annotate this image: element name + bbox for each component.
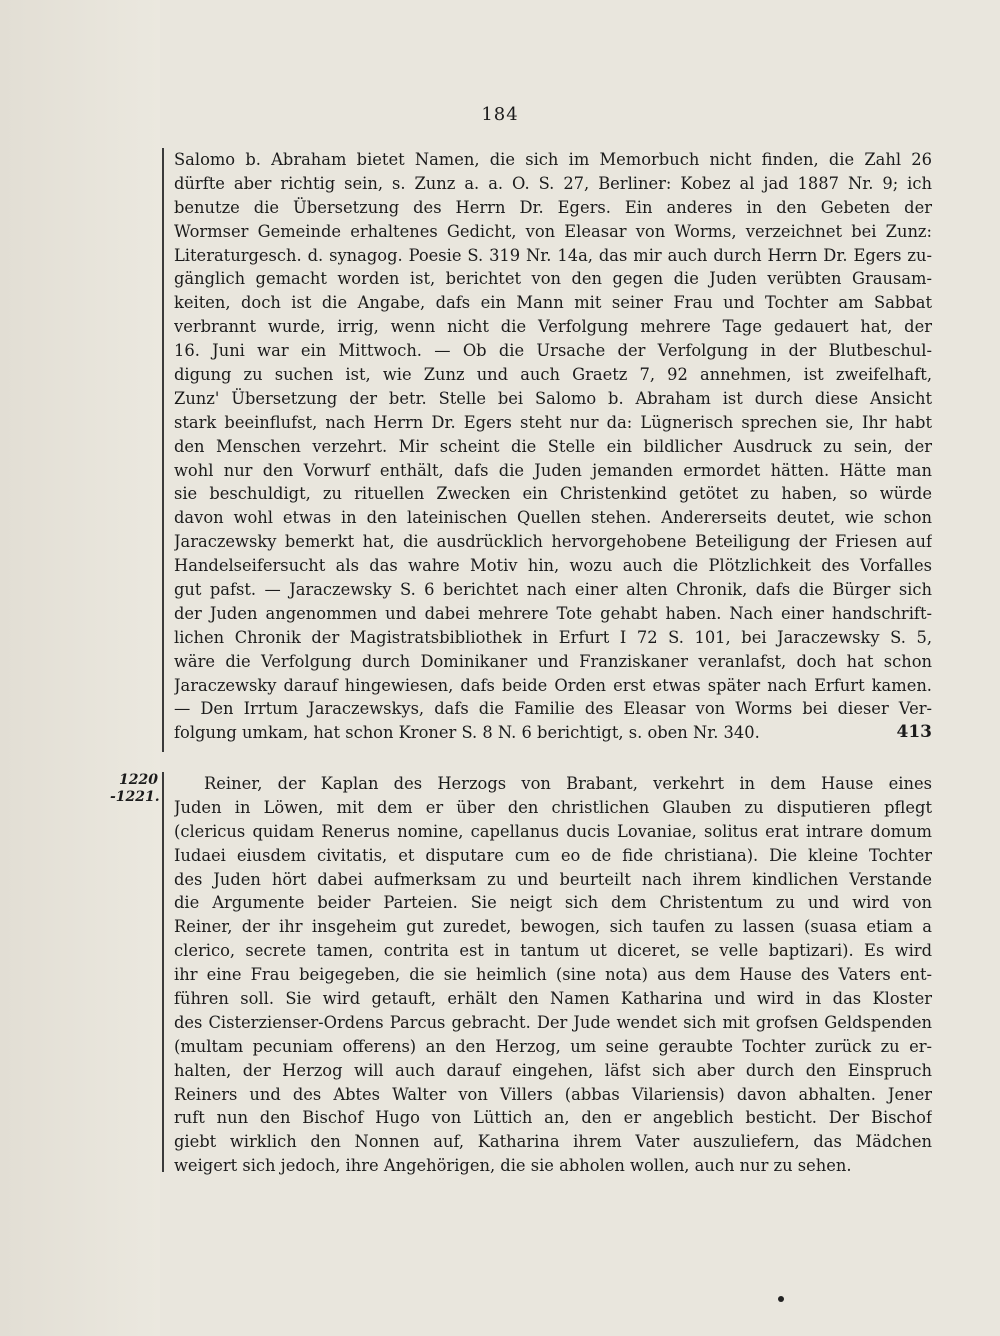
text-line: den Menschen verzehrt. Mir scheint die Stelle ein bildlicher Ausdruck zu sein, der: [174, 436, 932, 456]
text-line: des Cisterzienser-Ordens Parcus gebracht. Der Jude wendet sich mit grofsen Geldspenden: [174, 1012, 932, 1032]
adjacent-page-bleed: [0, 0, 160, 1336]
text-line: Jaraczewsky darauf hingewiesen, dafs beide Orden erst etwas später nach Erfurt kamen.: [174, 675, 932, 695]
text-line: digung zu suchen ist, wie Zunz und auch Graetz 7, 92 annehmen, ist zweifelhaft,: [174, 365, 932, 385]
text-line: gänglich gemacht worden ist, berichtet von den gegen die Juden verübten Grausam-: [174, 269, 932, 289]
margin-date-end: -1221.: [110, 789, 160, 805]
text-line-last: weigert sich jedoch, ihre Angehörigen, die sie abholen wollen, auch nur zu sehen.: [174, 1156, 852, 1176]
text-line: keiten, doch ist die Angabe, dafs ein Mann mit seiner Frau und Tochter am Sabbat: [174, 293, 932, 313]
page-number: 184: [481, 104, 519, 125]
text-line: 16. Juni war ein Mittwoch. — Ob die Ursache der Verfolgung in der Blutbeschul-: [174, 341, 932, 361]
text-line: wäre die Verfolgung durch Dominikaner und Franziskaner veranlafst, doch hat schon: [174, 651, 932, 671]
text-line: (clericus quidam Renerus nomine, capellanus ducis Lovaniae, solitus erat intrare domum: [174, 821, 932, 841]
text-block-continuation: [174, 148, 932, 745]
text-line: führen soll. Sie wird getauft, erhält den Namen Katharina und wird in das Kloster: [174, 989, 932, 1009]
text-line: gut pafst. — Jaraczewsky S. 6 berichtet nach einer alten Chronik, dafs die Bürger sich: [174, 580, 932, 600]
text-line: davon wohl etwas in den lateinischen Quellen stehen. Andererseits deutet, wie schon: [174, 508, 932, 528]
text-line-last: [174, 721, 932, 745]
text-line: Salomo b. Abraham bietet Namen, die sich im Memorbuch nicht finden, die Zahl 26: [174, 150, 932, 169]
entry-number: 413: [896, 722, 932, 743]
text-line: lichen Chronik der Magistratsbibliothek in Erfurt I 72 S. 101, bei Jaraczewsky S. 5,: [174, 627, 932, 647]
text-line: Reiner, der ihr insgeheim gut zuredet, bewogen, sich taufen zu lassen (suasa etiam a: [174, 917, 932, 937]
text-line: Reiners und des Abtes Walter von Villers (abbas Vilariensis) davon abhalten. Jener: [174, 1084, 932, 1104]
text-line: ihr eine Frau beigegeben, die sie heimlich (sine nota) aus dem Hause des Vaters ent-: [174, 965, 932, 985]
text-line: die Argumente beider Parteien. Sie neigt sich dem Christentum zu und wird von: [174, 893, 932, 913]
text-line: wohl nur den Vorwurf enthält, dafs die Juden jemanden ermordet hätten. Hätte man: [174, 460, 932, 480]
text-line: Zunz' Übersetzung der betr. Stelle bei Salomo b. Abraham ist durch diese Ansicht: [174, 388, 932, 408]
text-line-content: folgung umkam, hat schon Kroner S. 8 N. 6 berichtigt, s. oben Nr. 340.: [174, 723, 760, 743]
text-line: halten, der Herzog will auch darauf eingehen, läfst sich aber durch den Einspruch: [174, 1060, 932, 1080]
text-line: ruft nun den Bischof Hugo von Lüttich an, den er angeblich besticht. Der Bischof: [174, 1108, 932, 1128]
text-line: sie beschuldigt, zu rituellen Zwecken ein Christenkind getötet zu haben, so würde: [174, 484, 932, 504]
text-line: Juden in Löwen, mit dem er über den christlichen Glauben zu disputieren pflegt: [174, 797, 932, 817]
margin-date-start: 1220: [119, 772, 158, 788]
text-line: des Juden hört dabei aufmerksam zu und beurteilt nach ihrem kindlichen Verstande: [174, 869, 932, 889]
text-line-first: Reiner, der Kaplan des Herzogs von Brabant, verkehrt in dem Hause eines: [204, 774, 932, 793]
text-line: clerico, secrete tamen, contrita est in tantum ut diceret, se velle baptizari). Es wird: [174, 941, 932, 961]
margin-rule: [162, 772, 164, 1172]
text-line: Handelseifersucht als das wahre Motiv hin, wozu auch die Plötzlichkeit des Vorfalles: [174, 556, 932, 576]
text-line: Literaturgesch. d. synagog. Poesie S. 319 Nr. 14a, das mir auch durch Herrn Dr. Egers zu-: [174, 245, 932, 265]
text-line: Jaraczewsky bemerkt hat, die ausdrücklich hervorgehobene Beteiligung der Friesen auf: [174, 532, 932, 552]
text-line: (multam pecuniam offerens) an den Herzog, um seine geraubte Tochter zurück zu er-: [174, 1036, 932, 1056]
ink-speck: [778, 1296, 784, 1302]
text-line: Wormser Gemeinde erhaltenes Gedicht, von Eleasar von Worms, verzeichnet bei Zunz:: [174, 221, 932, 241]
text-line: der Juden angenommen und dabei mehrere Tote gehabt haben. Nach einer handschrift-: [174, 603, 932, 623]
text-line: verbrannt wurde, irrig, wenn nicht die Verfolgung mehrere Tage gedauert hat, der: [174, 317, 932, 337]
text-line: giebt wirklich den Nonnen auf, Katharina ihrem Vater auszuliefern, das Mädchen: [174, 1132, 932, 1152]
text-line: benutze die Übersetzung des Herrn Dr. Egers. Ein anderes in den Gebeten der: [174, 197, 932, 217]
text-line: stark beeinflufst, nach Herrn Dr. Egers steht nur da: Lügnerisch sprechen sie, Ihr habt: [174, 412, 932, 432]
margin-rule: [162, 148, 164, 752]
text-line: — Den Irrtum Jaraczewskys, dafs die Familie des Eleasar von Worms bei dieser Ver-: [174, 699, 932, 719]
text-block-entry: [174, 772, 932, 1178]
text-line: dürfte aber richtig sein, s. Zunz a. a. O. S. 27, Berliner: Kobez al jad 1887 Nr. 9; ich: [174, 173, 932, 193]
text-line: Iudaei eiusdem civitatis, et disputare cum eo de fide christiana). Die kleine Tochter: [174, 845, 932, 865]
